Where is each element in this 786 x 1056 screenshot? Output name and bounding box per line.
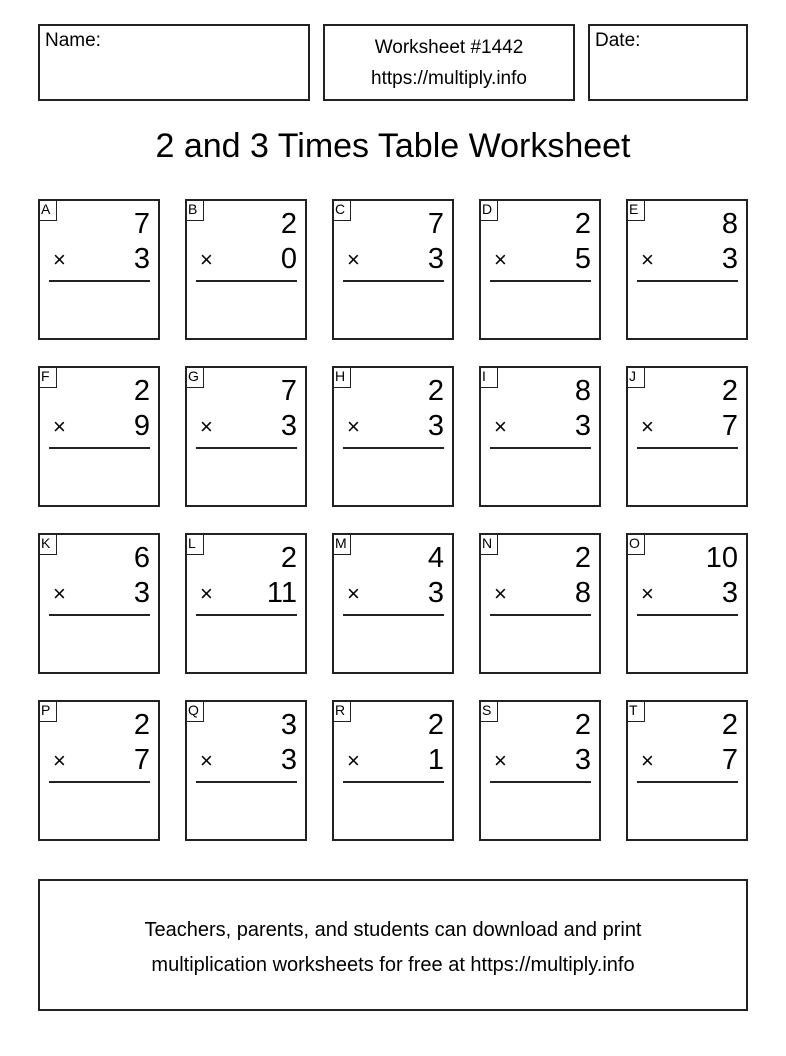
problem-top-number: 6	[133, 542, 150, 574]
answer-line	[196, 447, 297, 449]
problem-letter: M	[332, 533, 351, 555]
answer-line	[637, 280, 738, 282]
footer-text	[40, 913, 746, 983]
times-sign: ×	[641, 748, 654, 773]
date-label: Date:	[595, 30, 641, 51]
problem-letter: C	[332, 199, 351, 221]
times-sign: ×	[641, 581, 654, 606]
problem-top-number: 7	[427, 208, 444, 240]
problem-card[interactable]	[185, 700, 307, 841]
problem-letter: I	[479, 366, 498, 388]
answer-line	[196, 280, 297, 282]
answer-line	[490, 614, 591, 616]
problem-bottom-number: 3	[721, 243, 738, 275]
problem-letter: G	[185, 366, 204, 388]
problem-card[interactable]	[185, 199, 307, 340]
problem-bottom-number: 3	[574, 410, 591, 442]
footer-box	[38, 879, 748, 1011]
answer-line	[343, 781, 444, 783]
worksheet-info-box	[323, 24, 575, 101]
answer-line	[343, 280, 444, 282]
problem-top-number: 4	[427, 542, 444, 574]
problem-top-number: 2	[574, 709, 591, 741]
problem-card[interactable]	[332, 199, 454, 340]
problem-letter: B	[185, 199, 204, 221]
times-sign: ×	[200, 748, 213, 773]
problem-top-number: 2	[133, 375, 150, 407]
problem-card[interactable]	[479, 533, 601, 674]
answer-line	[196, 781, 297, 783]
problem-bottom-number: 3	[280, 744, 297, 776]
problem-top-number: 2	[280, 542, 297, 574]
worksheet-url: https://multiply.info	[371, 68, 527, 89]
problem-top-number: 2	[427, 709, 444, 741]
problem-top-number: 2	[280, 208, 297, 240]
problem-letter: D	[479, 199, 498, 221]
times-sign: ×	[494, 748, 507, 773]
problem-card[interactable]	[626, 533, 748, 674]
problem-bottom-number: 3	[133, 243, 150, 275]
problem-card[interactable]	[185, 533, 307, 674]
problem-letter: F	[38, 366, 57, 388]
problem-top-number: 2	[574, 542, 591, 574]
problem-top-number: 2	[427, 375, 444, 407]
problem-top-number: 2	[133, 709, 150, 741]
problem-card[interactable]	[38, 366, 160, 507]
answer-line	[637, 781, 738, 783]
problem-bottom-number: 8	[574, 577, 591, 609]
problem-bottom-number: 5	[574, 243, 591, 275]
problem-bottom-number: 3	[721, 577, 738, 609]
problem-bottom-number: 3	[427, 243, 444, 275]
times-sign: ×	[641, 247, 654, 272]
times-sign: ×	[641, 414, 654, 439]
problem-bottom-number: 3	[574, 744, 591, 776]
answer-line	[637, 614, 738, 616]
answer-line	[196, 614, 297, 616]
times-sign: ×	[347, 247, 360, 272]
problem-letter: H	[332, 366, 351, 388]
answer-line	[49, 280, 150, 282]
problem-bottom-number: 7	[721, 744, 738, 776]
problem-bottom-number: 11	[266, 577, 297, 609]
times-sign: ×	[494, 581, 507, 606]
answer-line	[49, 447, 150, 449]
problem-letter: P	[38, 700, 57, 722]
problem-card[interactable]	[332, 700, 454, 841]
times-sign: ×	[200, 581, 213, 606]
times-sign: ×	[53, 581, 66, 606]
answer-line	[49, 781, 150, 783]
problem-top-number: 10	[705, 542, 738, 574]
problem-card[interactable]	[38, 700, 160, 841]
problem-bottom-number: 3	[133, 577, 150, 609]
answer-line	[490, 447, 591, 449]
problem-bottom-number: 0	[280, 243, 297, 275]
problem-letter: E	[626, 199, 645, 221]
problem-top-number: 7	[280, 375, 297, 407]
problem-bottom-number: 7	[133, 744, 150, 776]
problem-card[interactable]	[332, 533, 454, 674]
times-sign: ×	[347, 414, 360, 439]
problem-top-number: 2	[721, 375, 738, 407]
problem-letter: K	[38, 533, 57, 555]
problem-card[interactable]	[626, 366, 748, 507]
problem-letter: J	[626, 366, 645, 388]
problem-bottom-number: 3	[280, 410, 297, 442]
problem-letter: A	[38, 199, 57, 221]
times-sign: ×	[53, 247, 66, 272]
problem-letter: N	[479, 533, 498, 555]
answer-line	[490, 781, 591, 783]
problem-card[interactable]	[626, 700, 748, 841]
date-field-box[interactable]	[588, 24, 748, 101]
times-sign: ×	[347, 581, 360, 606]
problem-letter: Q	[185, 700, 204, 722]
problem-top-number: 2	[574, 208, 591, 240]
name-field-box[interactable]	[38, 24, 310, 101]
problem-card[interactable]	[332, 366, 454, 507]
times-sign: ×	[53, 414, 66, 439]
problem-card[interactable]	[626, 199, 748, 340]
times-sign: ×	[53, 748, 66, 773]
problem-card[interactable]	[38, 199, 160, 340]
answer-line	[343, 447, 444, 449]
problem-letter: O	[626, 533, 645, 555]
problem-bottom-number: 7	[721, 410, 738, 442]
answer-line	[490, 280, 591, 282]
answer-line	[343, 614, 444, 616]
problem-bottom-number: 9	[133, 410, 150, 442]
times-sign: ×	[200, 247, 213, 272]
footer-line-1: Teachers, parents, and students can download and print	[144, 919, 642, 941]
worksheet-number: Worksheet #1442	[374, 37, 524, 58]
problem-letter: R	[332, 700, 351, 722]
problem-card[interactable]	[479, 199, 601, 340]
problem-bottom-number: 3	[427, 577, 444, 609]
times-sign: ×	[347, 748, 360, 773]
name-label: Name:	[45, 30, 101, 51]
times-sign: ×	[494, 247, 507, 272]
problem-card[interactable]	[38, 533, 160, 674]
footer-line-2: multiplication worksheets for free at https://multiply.info	[151, 954, 635, 976]
problem-card[interactable]	[479, 700, 601, 841]
problem-top-number: 8	[721, 208, 738, 240]
problem-card[interactable]	[185, 366, 307, 507]
problem-letter: L	[185, 533, 204, 555]
problem-top-number: 8	[574, 375, 591, 407]
page-title: 2 and 3 Times Table Worksheet	[155, 127, 631, 165]
answer-line	[49, 614, 150, 616]
problem-top-number: 7	[133, 208, 150, 240]
problem-bottom-number: 3	[427, 410, 444, 442]
problem-card[interactable]	[479, 366, 601, 507]
problem-bottom-number: 1	[427, 744, 444, 776]
problem-top-number: 3	[280, 709, 297, 741]
times-sign: ×	[494, 414, 507, 439]
problem-letter: S	[479, 700, 498, 722]
answer-line	[637, 447, 738, 449]
problem-letter: T	[626, 700, 645, 722]
times-sign: ×	[200, 414, 213, 439]
problem-top-number: 2	[721, 709, 738, 741]
